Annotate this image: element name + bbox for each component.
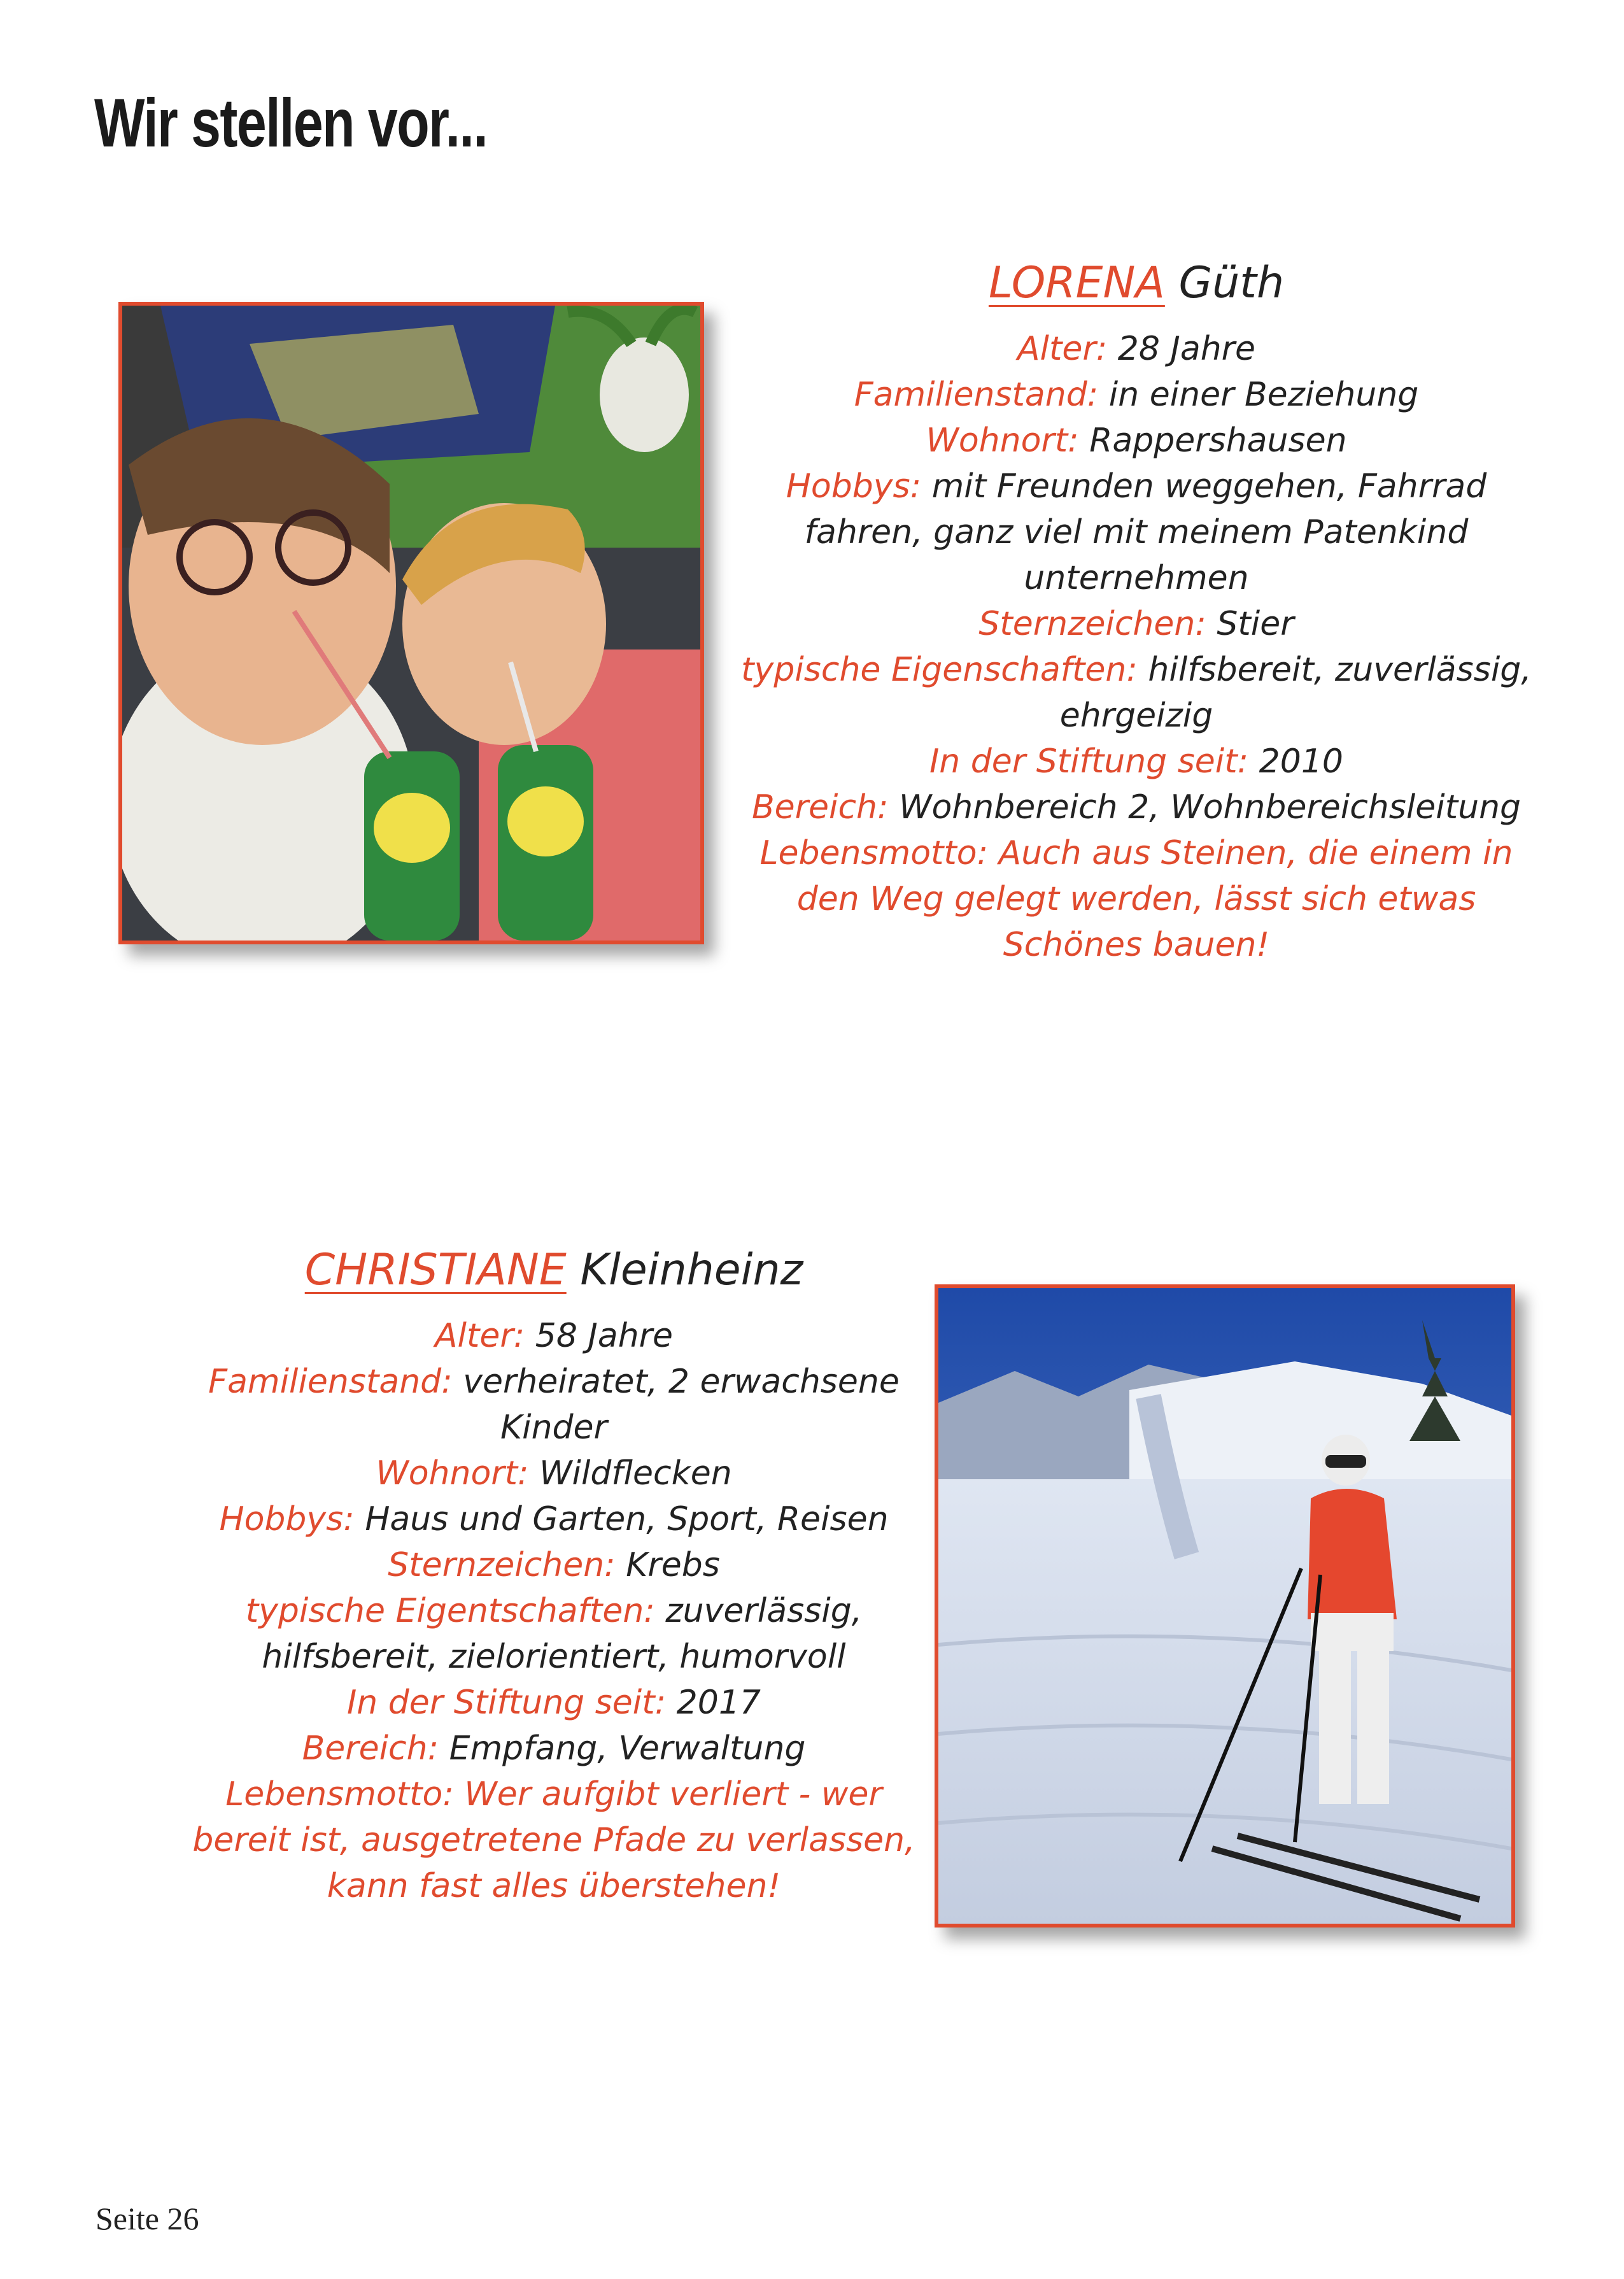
profile-name — [185, 1242, 923, 1299]
hobbies-label: Hobbys: — [219, 1500, 355, 1538]
residence-value: Wildflecken — [539, 1454, 732, 1493]
status-value: in einer Beziehung — [1108, 376, 1419, 414]
age-row — [726, 326, 1547, 372]
first-name: CHRISTIANE — [304, 1245, 567, 1295]
hobbies-row — [185, 1496, 923, 1542]
traits-row — [185, 1588, 923, 1680]
since-label: In der Stiftung seit: — [929, 742, 1249, 781]
profile-name — [726, 255, 1547, 312]
age-value: 28 Jahre — [1117, 330, 1256, 368]
traits-label: typische Eigenschaften: — [741, 651, 1138, 689]
residence-label: Wohnort: — [376, 1454, 529, 1493]
residence-row — [185, 1451, 923, 1496]
page-title: Wir stellen vor... — [94, 84, 488, 161]
since-row — [185, 1680, 923, 1726]
sign-value: Krebs — [626, 1546, 720, 1584]
sign-value: Stier — [1217, 605, 1294, 643]
first-name: LORENA — [988, 258, 1165, 308]
selfie-image — [122, 306, 700, 941]
age-row — [185, 1313, 923, 1359]
last-name: Kleinheinz — [580, 1245, 803, 1295]
age-label: Alter: — [1017, 330, 1108, 368]
profile-lorena — [726, 255, 1547, 968]
sign-label: Sternzeichen: — [388, 1546, 616, 1584]
hobbies-label: Hobbys: — [786, 467, 922, 506]
motto-row — [726, 830, 1547, 968]
last-name: Güth — [1178, 258, 1285, 308]
area-label: Bereich: — [302, 1729, 439, 1768]
motto-label: Lebensmotto: — [759, 834, 989, 872]
residence-label: Wohnort: — [926, 422, 1079, 460]
traits-value: hilfsbereit, zuverlässig, ehrgeizig — [1059, 651, 1532, 735]
hobbies-value: mit Freunden weggehen, Fahrrad fahren, ganz viel mit meinem Patenkind unternehmen — [804, 467, 1487, 597]
status-row — [726, 372, 1547, 418]
residence-row — [726, 418, 1547, 464]
traits-value: zuverlässig, hilfsbereit, zielorientiert, humorvoll — [262, 1592, 863, 1676]
age-label: Alter: — [434, 1317, 525, 1355]
traits-label: typische Eigentschaften: — [245, 1592, 655, 1630]
area-value: Wohnbereich 2, Wohnbereichsleitung — [899, 788, 1522, 827]
motto-label: Lebensmotto: — [225, 1775, 454, 1814]
area-value: Empfang, Verwaltung — [449, 1729, 806, 1768]
area-row — [726, 785, 1547, 830]
motto-value: Wer aufgibt verliert - wer bereit ist, ausgetretene Pfade zu verlassen, kann fast alles überstehen! — [192, 1775, 915, 1905]
status-value: verheiratet, 2 erwachsene Kinder — [463, 1363, 900, 1447]
since-row — [726, 739, 1547, 785]
status-label: Familienstand: — [854, 376, 1099, 414]
since-value: 2017 — [676, 1684, 761, 1722]
motto-row — [185, 1771, 923, 1909]
age-value: 58 Jahre — [535, 1317, 674, 1355]
status-label: Familienstand: — [208, 1363, 453, 1401]
hobbies-row — [726, 464, 1547, 601]
area-label: Bereich: — [751, 788, 889, 827]
since-value: 2010 — [1259, 742, 1344, 781]
sign-row — [726, 601, 1547, 647]
status-row — [185, 1359, 923, 1451]
profile-christiane — [185, 1242, 923, 1909]
residence-value: Rappershausen — [1089, 422, 1347, 460]
traits-row — [726, 647, 1547, 739]
sign-label: Sternzeichen: — [978, 605, 1206, 643]
photo-lorena — [118, 302, 704, 944]
motto-value: Auch aus Steinen, die einem in den Weg gelegt werden, lässt sich etwas Schönes bauen! — [796, 834, 1513, 964]
since-label: In der Stiftung seit: — [346, 1684, 667, 1722]
area-row — [185, 1726, 923, 1771]
sign-row — [185, 1542, 923, 1588]
page-number: Seite 26 — [95, 2201, 199, 2236]
skier-image — [938, 1288, 1511, 1924]
photo-christiane — [935, 1284, 1515, 1928]
hobbies-value: Haus und Garten, Sport, Reisen — [365, 1500, 889, 1538]
